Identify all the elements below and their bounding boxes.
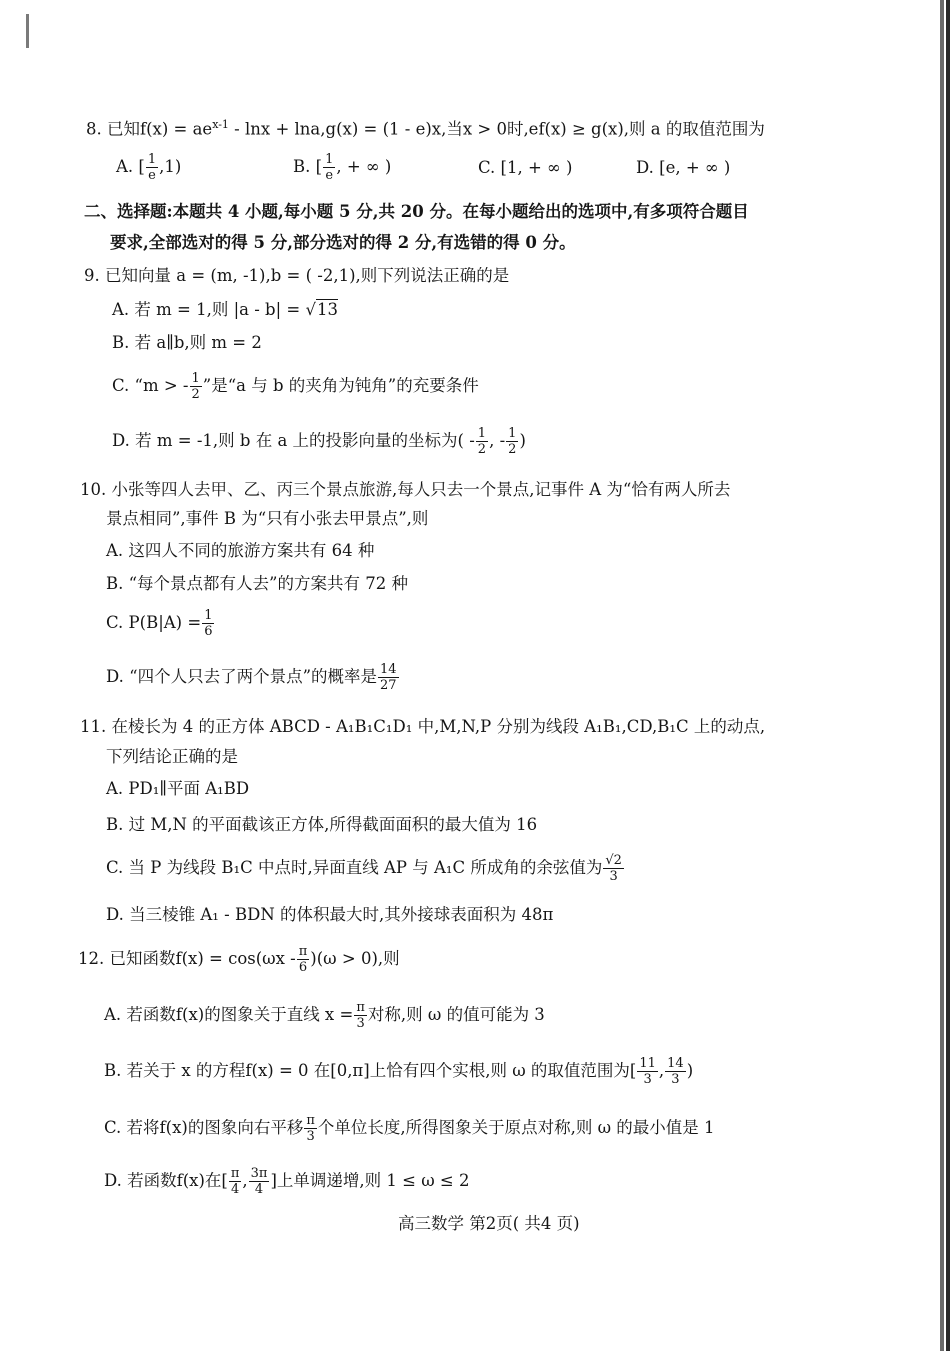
q11-option-d: D. 当三棱锥 A₁ - BDN 的体积最大时,其外接球表面积为 48π (106, 905, 554, 924)
fraction: $\frac{1}{2}$ (477, 426, 487, 457)
q8-option-b: B. [ $\frac{1}{e}$ , + ∞ ) (293, 152, 392, 183)
q10-option-d: D. “四个人只去了两个景点”的概率是 $\frac{14}{27}$ (106, 662, 397, 693)
q8-stem: 8. 已知$f(x) = ae^{x-1} - \ln x + \ln a,g(x) = (1 - e)x$,当x > 0时,ef(x) ≥ g(x),则 a 的取值范围为 (86, 118, 765, 139)
page-footer: 高三数学 第2页( 共4 页) (398, 1214, 580, 1233)
fraction: $\frac{1}{e}$ (147, 152, 157, 183)
fraction: $\frac{\pi}{4}$ (230, 1166, 240, 1197)
q9-option-d: D. 若 m = -1,则 b 在 a 上的投影向量的坐标为( - $\frac{1}{2}$ , - $\frac{1}{2}$ ) (112, 426, 526, 457)
fraction: $\frac{\pi}{3}$ (356, 1000, 365, 1031)
scan-mark (26, 14, 29, 48)
section2-heading-line1: 二、选择题:本题共 4 小题,每小题 5 分,共 20 分。在每小题给出的选项中,有多项符合题目 (84, 202, 749, 221)
fraction: $\frac{1}{2}$ (508, 426, 517, 457)
q10-stem-line1: 10. 小张等四人去甲、乙、丙三个景点旅游,每人只去一个景点,记事件 A 为“恰有两人所去 (80, 480, 731, 499)
q9-option-b: B. 若 a∥b,则 m = 2 (112, 333, 262, 352)
fraction: $\frac{\pi}{6}$ (298, 944, 308, 975)
fraction: $\frac{3\pi}{4}$ (250, 1166, 268, 1197)
scan-edge-dark (946, 0, 950, 1351)
q12-stem: 12. 已知函数f(x) = cos(ωx - $\frac{\pi}{6}$ )(ω > 0),则 (78, 944, 400, 975)
q12-option-d: D. 若函数f(x)在[ $\frac{\pi}{4}$ , $\frac{3\pi}{4}$ ]上单调递增,则 1 ≤ ω ≤ 2 (104, 1166, 470, 1197)
q10-option-b: B. “每个景点都有人去”的方案共有 72 种 (106, 574, 408, 593)
q9-option-c: C. “m > - $\frac{1}{2}$ ”是“a 与 b 的夹角为钝角”的充要条件 (112, 371, 479, 402)
q8-option-d: D. [e, + ∞ ) (636, 158, 731, 177)
fraction: $\frac{1}{6}$ (204, 608, 213, 639)
q11-option-c: C. 当 P 为线段 B₁C 中点时,异面直线 AP 与 A₁C 所成角的余弦值为 $\frac{√2}{3}$ (106, 853, 622, 884)
fraction: $\frac{√2}{3}$ (605, 853, 622, 884)
fraction: $\frac{\pi}{3}$ (306, 1113, 315, 1144)
q10-stem-line2: 景点相同”,事件 B 为“只有小张去甲景点”,则 (106, 509, 429, 528)
fraction: $\frac{14}{3}$ (667, 1056, 684, 1087)
q10-option-a: A. 这四人不同的旅游方案共有 64 种 (106, 541, 375, 560)
q8-option-c: C. [1, + ∞ ) (478, 158, 573, 177)
fraction: $\frac{1}{e}$ (325, 152, 334, 183)
q8-option-a: A. [ $\frac{1}{e}$ ,1) (116, 152, 182, 183)
q12-option-c: C. 若将f(x)的图象向右平移 $\frac{\pi}{3}$ 个单位长度,所得图象关于原点对称,则 ω 的最小值是 1 (104, 1113, 715, 1144)
q11-stem-line1: 11. 在棱长为 4 的正方体 ABCD - A₁B₁C₁D₁ 中,M,N,P 分别为线段 A₁B₁,CD,B₁C 上的动点, (80, 717, 766, 736)
scan-edge (940, 0, 944, 1351)
fraction: $\frac{1}{2}$ (191, 371, 200, 402)
fraction: $\frac{14}{27}$ (380, 662, 397, 693)
q11-stem-line2: 下列结论正确的是 (106, 747, 238, 766)
section2-heading-line2: 要求,全部选对的得 5 分,部分选对的得 2 分,有选错的得 0 分。 (110, 233, 576, 252)
q9-option-a: A. 若 m = 1,则 |a - b| = √13 (112, 300, 339, 319)
q10-option-c: C. P(B|A) = $\frac{1}{6}$ (106, 608, 213, 639)
q11-option-b: B. 过 M,N 的平面截该正方体,所得截面面积的最大值为 16 (106, 815, 538, 834)
q11-option-a: A. PD₁∥平面 A₁BD (106, 779, 250, 798)
q9-stem: 9. 已知向量 a = (m, -1),b = ( -2,1),则下列说法正确的是 (84, 266, 510, 285)
q12-option-a: A. 若函数f(x)的图象关于直线 x = $\frac{\pi}{3}$ 对称,则 ω 的值可能为 3 (104, 1000, 545, 1031)
fraction: $\frac{11}{3}$ (639, 1056, 656, 1087)
q12-option-b: B. 若关于 x 的方程f(x) = 0 在[0,π]上恰有四个实根,则 ω 的取值范围为[ $\frac{11}{3}$ , $\frac{14}{3}$ ) (104, 1056, 694, 1087)
